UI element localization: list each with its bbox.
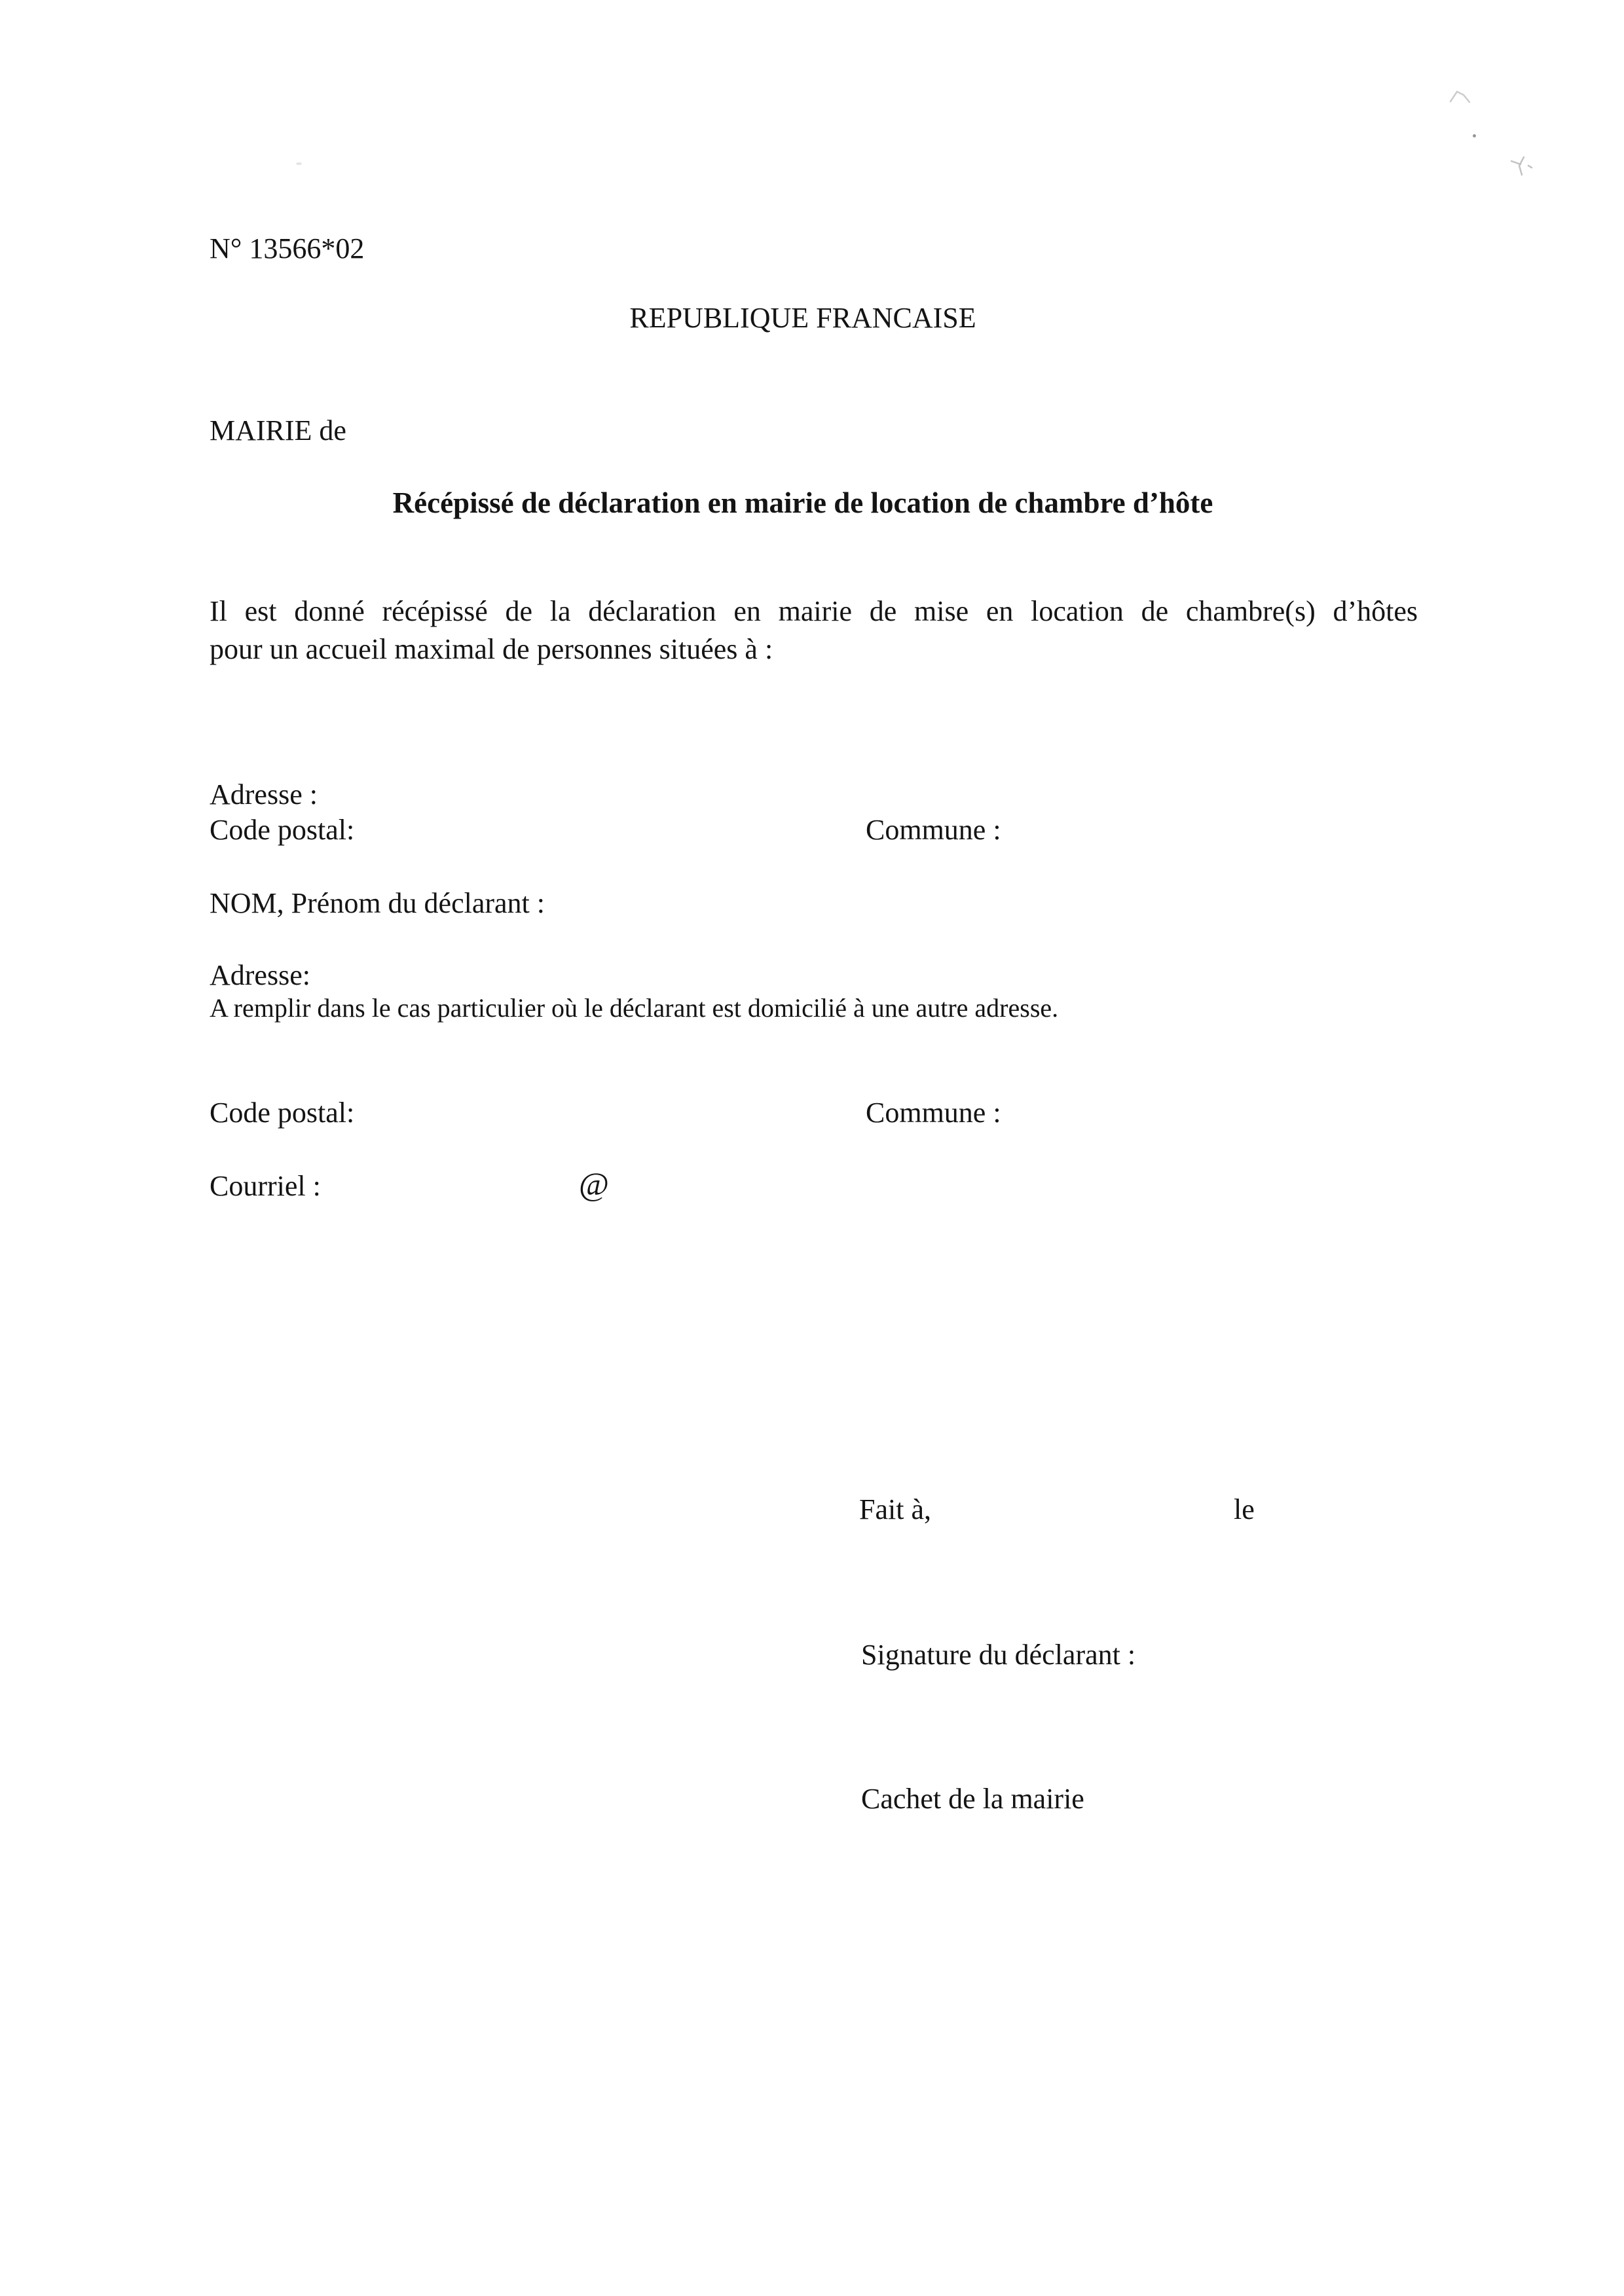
scan-artifact-squiggle bbox=[1508, 155, 1536, 177]
declarant-adresse-note: A remplir dans le cas particulier où le déclarant est domicilié à une autre adresse. bbox=[210, 993, 1059, 1023]
intro-line-1: Il est donné récépissé de la déclaration en mairie de mise en location de chambre(s) d’hôtes bbox=[210, 595, 1418, 627]
declarant-code-postal-label: Code postal: bbox=[210, 1097, 355, 1129]
intro-line-2: pour un accueil maximal de personnes situées à : bbox=[210, 633, 773, 665]
property-commune-label: Commune : bbox=[866, 814, 1001, 846]
intro-paragraph bbox=[210, 592, 1418, 668]
le-label: le bbox=[1234, 1493, 1255, 1525]
document-title: Récépissé de déclaration en mairie de location de chambre d’hôte bbox=[392, 486, 1213, 519]
form-number: N° 13566*02 bbox=[210, 232, 365, 264]
declarant-nom-prenom-label: NOM, Prénom du déclarant : bbox=[210, 887, 545, 919]
scan-artifact-dot bbox=[1473, 134, 1476, 137]
mairie-line: MAIRIE de bbox=[210, 414, 346, 446]
declarant-commune-label: Commune : bbox=[866, 1097, 1001, 1129]
cachet-label: Cachet de la mairie bbox=[861, 1783, 1084, 1815]
courriel-at-symbol: @ bbox=[579, 1165, 610, 1202]
scan-artifact-squiggle bbox=[1449, 89, 1473, 107]
scan-artifact-smudge bbox=[296, 162, 302, 165]
property-adresse-label: Adresse : bbox=[210, 778, 318, 811]
property-code-postal-label: Code postal: bbox=[210, 814, 355, 846]
republic-header: REPUBLIQUE FRANCAISE bbox=[629, 302, 976, 334]
declarant-adresse-label: Adresse: bbox=[210, 959, 310, 991]
fait-a-label: Fait à, bbox=[859, 1493, 931, 1525]
signature-label: Signature du déclarant : bbox=[861, 1639, 1136, 1671]
declarant-courriel-label: Courriel : bbox=[210, 1170, 321, 1202]
